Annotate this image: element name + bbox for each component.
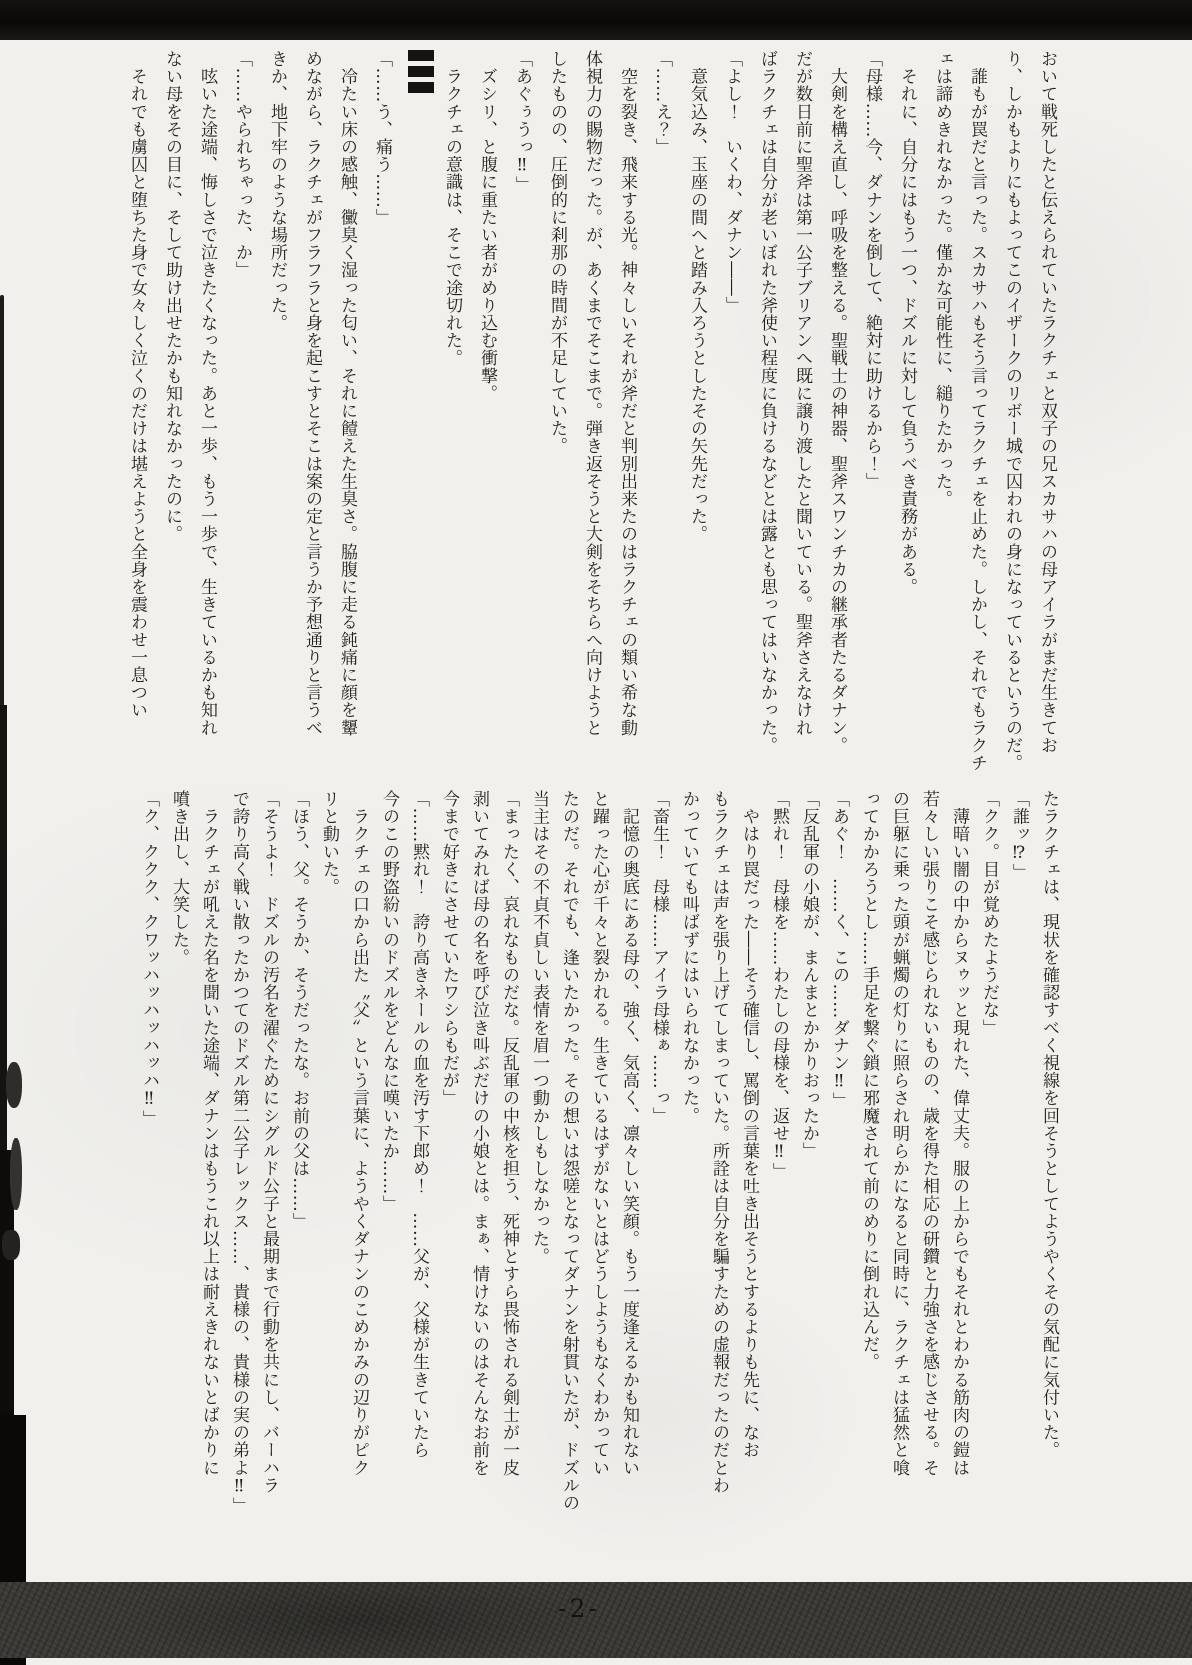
text-column: 若々しい張りこそ感じられないものの、歳を得た相応の研鑽と力強さを感じさせる。そ [919,790,939,1477]
text-column: 「クク。目が覚めたようだな」 [979,790,999,1037]
text-column: それでも虜囚と堕ちた身で女々しく泣くのだけは堪えようと全身を震わせ一息つい [127,50,147,719]
text-column: 「反乱軍の小娘が、まんまとかかりおったか」 [799,790,819,1160]
text-column: 「母様……今、ダナンを倒して、絶対に助けるから！」 [862,50,882,490]
text-column: 誰もが罠だと言った。スカサハもそう言ってラクチェを止めた。しかし、それでもラクチ [967,50,987,772]
scan-artifact-blotch [6,1062,22,1108]
scan-artifact-blotch [2,1230,20,1260]
text-column: 「……やられちゃった、か」 [232,50,252,279]
text-column: ラクチェが吼えた名を聞いた途端、ダナンはもうこれ以上は耐えきれないとばかりに [199,790,219,1477]
text-column: リと動いた。 [319,790,339,896]
text-column: の巨躯に乗った頭が蝋燭の灯りに照らされ明らかになると同時に、ラクチェは猛然と喰 [889,790,909,1477]
text-column: ェは諦めきれなかった。僅かな可能性に、縋りたかった。 [932,50,952,508]
text-column: 噴き出し、大笑した。 [169,790,189,966]
text-column: もラクチェは声を張り上げてしまっていた。所詮は自分を騙すための虚報だったのだとわ [709,790,729,1494]
section-divider [399,50,434,786]
text-column: 「……黙れ！ 誇り高きネールの血を汚す下郎め！ ……父が、父様が生きていたら [409,790,429,1459]
text-column: ってかかろうとし……手足を繋ぐ鎖に邪魔されて前のめりに倒れ込んだ。 [859,790,879,1371]
top-text-block [119,50,1064,786]
text-column: たラクチェは、現状を確認すべく視線を回そうとしてようやくその気配に気付いた。 [1039,790,1059,1459]
text-column: きか、地下牢のような場所だった。 [267,50,287,332]
bottom-scan-band [0,1582,1192,1658]
text-column: だが数日前に聖斧は第一公子ブリアンへ既に譲り渡したと聞いている。聖斧さえなけれ [792,50,812,737]
text-column: 大剣を構え直し、呼吸を整える。聖戦士の神器、聖斧スワンチカの継承者たるダナン。 [827,50,847,754]
text-column: 空を裂き、飛来する光。神々しいそれが斧だと判別出来たのはラクチェの類い希な動 [617,50,637,737]
text-column: と躍った心が千々と裂かれる。生きているはずがないとはどうしようもなくわかってい [589,790,609,1477]
text-column: 今のこの野盗紛いのドズルをどんなに嘆いたか……」 [379,790,399,1213]
divider-square [408,82,434,93]
text-column: 「あぐぅうっ‼」 [512,50,532,194]
text-column: 「黙れ！ 母様を……わたしの母様を、返せ‼」 [769,790,789,1181]
text-column: ズシリ、と腹に重たい者がめり込む衝撃。 [477,50,497,402]
text-column: り、しかもよりにもよってこのイザークのリボー城で囚われの身になっているというのだ。 [1002,50,1022,772]
text-column: ラクチェの意識は、そこで途切れた。 [442,50,462,367]
text-column: 意気込み、玉座の間へと踏み入ろうとしたその矢先だった。 [687,50,707,543]
text-column: 記憶の奥底にある母の、強く、気高く、凛々しい笑顔。もう一度逢えるかも知れない [619,790,639,1477]
text-column: 「誰ッ⁉」 [1009,790,1029,881]
divider-square [408,50,434,61]
scan-artifact-left-edge [0,295,4,725]
divider-square [408,66,434,77]
text-column: 「……う、痛う……」 [372,50,392,226]
text-column: 「まったく、哀れなものだな。反乱軍の中核を担う、死神とすら畏怖される剣士が一皮 [499,790,519,1477]
text-column: 「ク、ククク、クワッハッハッハッハ‼」 [139,790,159,1128]
text-column: 剥いてみれば母の名を呼び泣き叫ぶだけの小娘とは。まぁ、情けないのはそんなお前を [469,790,489,1477]
text-column: 「あぐ！ ……く、この……ダナン‼」 [829,790,849,1110]
text-column: めながら、ラクチェがフラフラと身を起こすとそこは案の定と言うか予想通りと言うべ [302,50,322,737]
text-column: 「畜生！ 母様……アイラ母様ぁ……っ」 [649,790,669,1125]
text-column: 「……え？」 [652,50,672,156]
text-column: ラクチェの口から出た〝父〟という言葉に、ようやくダナンのこめかみの辺りがピク [349,790,369,1477]
text-column: 「ほう、父。そうか、そうだったな。お前の父は……」 [289,790,309,1230]
text-column: 呟いた途端、悔しさで泣きたくなった。あと一歩、もう一歩で、生きているかも知れ [197,50,217,737]
text-column: たのだ。それでも、逢いたかった。その想いは怨嗟となってダナンを射貫いたが、ドズルの [559,790,579,1512]
top-scan-band [0,0,1192,40]
text-column: で誇り高く戦い散ったかつてのドズル第二公子レックス……、貴様の、貴様の実の弟よ‼」 [229,790,249,1515]
scan-artifact-blotch [10,1138,22,1210]
text-column: ばラクチェは自分が老いぼれた斧使い程度に負けるなどとは露とも思ってはいなかった。 [757,50,777,754]
text-column: 「よし！ いくわ、ダナン――」 [722,50,742,314]
text-column: かっていても叫ばずにはいられなかった。 [679,790,699,1125]
text-column: やはり罠だった――そう確信し、罵倒の言葉を吐き出そうとするよりも先に、なお [739,790,759,1459]
text-column: したものの、圧倒的に刹那の時間が不足していた。 [547,50,567,455]
text-column: 今まで好きにさせていたワシらもだが」 [439,790,459,1107]
bottom-text-block [134,790,1064,1582]
text-column: 冷たい床の感触、黴臭く湿った匂い、それに饐えた生臭さ。脇腹に走る鈍痛に顔を顰 [337,50,357,737]
text-column: 体視力の賜物だった。が、あくまでそこまで。弾き返そうと大剣をそちらへ向けようと [582,50,602,737]
text-column: それに、自分にはもう一つ、ドズルに対して負うべき責務がある。 [897,50,917,596]
text-column: 当主はその不貞不貞しい表情を眉一つ動かしもしなかった。 [529,790,549,1266]
scan-artifact-left-edge [0,705,7,1175]
text-column: ない母をその目に、そして助け出せたかも知れなかったのに。 [162,50,182,543]
page-number: -2- [558,1594,600,1623]
text-column: おいて戦死したと伝えられていたラクチェと双子の兄スカサハの母アイラがまだ生きてお [1037,50,1057,754]
text-column: 「そうよ！ ドズルの汚名を濯ぐためにシグルド公子と最期まで行動を共にし、バーハラ [259,790,279,1494]
text-column: 薄暗い闇の中からヌゥッと現れた、偉丈夫。服の上からでもそれとわかる筋肉の鎧は [949,790,969,1477]
